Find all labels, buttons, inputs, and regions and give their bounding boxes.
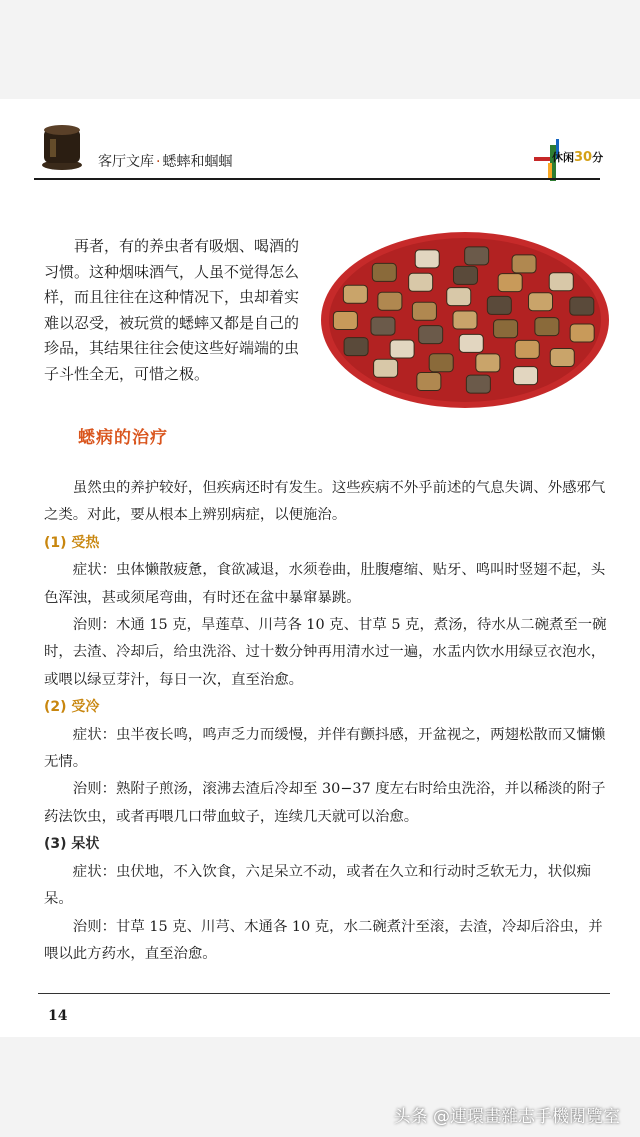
cricket-pot bbox=[514, 367, 538, 385]
cricket-pot bbox=[453, 266, 477, 284]
cricket-pot bbox=[549, 273, 573, 291]
cricket-pot bbox=[494, 320, 518, 338]
cricket-pot bbox=[429, 354, 453, 372]
footer-rule bbox=[38, 993, 610, 994]
cricket-pot bbox=[447, 288, 471, 306]
cricket-pot bbox=[372, 263, 396, 281]
cricket-pot bbox=[465, 247, 489, 265]
book-title: 客厅文库 bbox=[98, 154, 154, 170]
cricket-pot bbox=[459, 334, 483, 352]
chapter-title: 蟋蟀和蝈蝈 bbox=[162, 154, 233, 170]
cricket-pot bbox=[512, 255, 536, 273]
intro-paragraph: 再者，有的养虫者有吸烟、喝酒的习惯。这种烟味酒气，人虽不觉得怎么样，而且往往在这种情况下，虫却着实难以忍受，被玩赏的蟋蟀又都是自己的珍品，其结果往往会使这些好端端的虫子斗性全无，可惜之极。 bbox=[44, 237, 300, 383]
subheading-heat: (1) 受热 bbox=[44, 534, 100, 551]
cricket-pot bbox=[374, 359, 398, 377]
cricket-pot bbox=[417, 372, 441, 390]
cricket-pot bbox=[529, 293, 553, 311]
paragraph: 治则：甘草 15 克、川芎、木通各 10 克，水二碗煮汁至滚，去渣，冷却后浴虫，并喂以此方药水，直至治愈。 bbox=[44, 918, 603, 962]
cricket-pot bbox=[409, 273, 433, 291]
cricket-jar-icon bbox=[38, 121, 86, 171]
logo-number: 30 bbox=[574, 150, 593, 165]
paragraph: 虽然虫的养护较好，但疾病还时有发生。这些疾病不外乎前述的气息失调、外感邪气之类。对此，要从根本上辨别病症，以便施治。 bbox=[44, 480, 606, 524]
running-header bbox=[98, 151, 232, 171]
cricket-pot bbox=[378, 292, 402, 310]
cricket-pot bbox=[344, 338, 368, 356]
cricket-pot bbox=[390, 340, 414, 358]
paragraph: 症状：虫半夜长鸣，鸣声乏力而缓慢，并伴有颤抖感，开盆视之，两翅松散而又慵懒无情。 bbox=[44, 726, 606, 771]
paragraph: 症状：虫伏地，不入饮食，六足呆立不动，或者在久立和行动时乏软无力，状似痴呆。 bbox=[44, 863, 591, 908]
header-separator: · bbox=[156, 154, 161, 170]
cricket-pot bbox=[498, 274, 522, 292]
cricket-pot bbox=[419, 326, 443, 344]
cricket-pot bbox=[487, 296, 511, 314]
paragraph: 症状：虫体懒散疲惫，食欲减退，水须卷曲，肚腹瘪缩、贴牙、鸣叫时竖翅不起，头色浑浊，甚或须尾弯曲，有时还在盆中暴窜暴跳。 bbox=[44, 562, 606, 606]
book-page bbox=[0, 99, 640, 1037]
cricket-pot bbox=[415, 250, 439, 268]
section-title: 蟋病的治疗 bbox=[78, 428, 168, 448]
cricket-pot bbox=[476, 354, 500, 372]
cricket-pot bbox=[550, 349, 574, 367]
cricket-pot bbox=[466, 375, 490, 393]
header-rule bbox=[34, 178, 600, 180]
cricket-pot bbox=[343, 285, 367, 303]
cricket-pot bbox=[535, 318, 559, 336]
logo-prefix: 休闲 bbox=[552, 151, 574, 164]
logo-suffix: 分 bbox=[592, 151, 604, 164]
subheading-cold: (2) 受冷 bbox=[44, 699, 100, 716]
cricket-pot bbox=[371, 317, 395, 335]
cricket-pot bbox=[570, 297, 594, 315]
cricket-pots-photo bbox=[320, 231, 610, 409]
cricket-pot bbox=[570, 324, 594, 342]
paragraph: 治则：木通 15 克，旱莲草、川芎各 10 克、甘草 5 克，煮汤，待水从二碗煮至一碗时，去渣、冷却后，给虫洗浴、过十数分钟再用清水过一遍，水盂内饮水用绿豆衣泡水，或喂以绿豆芽汁，每日一次，直至治愈。 bbox=[44, 617, 607, 688]
cricket-pot bbox=[453, 311, 477, 329]
subheading-dull: (3) 呆状 bbox=[44, 836, 100, 853]
body-text bbox=[44, 475, 610, 968]
cricket-pot bbox=[515, 340, 539, 358]
watermark: 头条 @連環畫雜志手機閱覽室 bbox=[393, 1107, 620, 1127]
cricket-pot bbox=[333, 311, 357, 329]
leisure-logo bbox=[530, 139, 610, 181]
page-number: 14 bbox=[48, 1008, 68, 1024]
paragraph: 治则：熟附子煎汤，滚沸去渣后冷却至 30−37 度左右时给虫洗浴，并以稀淡的附子药法饮虫，或者再喂几口带血蚊子，连续几天就可以治愈。 bbox=[44, 781, 606, 825]
cricket-pot bbox=[412, 302, 436, 320]
logo-text bbox=[552, 149, 603, 165]
